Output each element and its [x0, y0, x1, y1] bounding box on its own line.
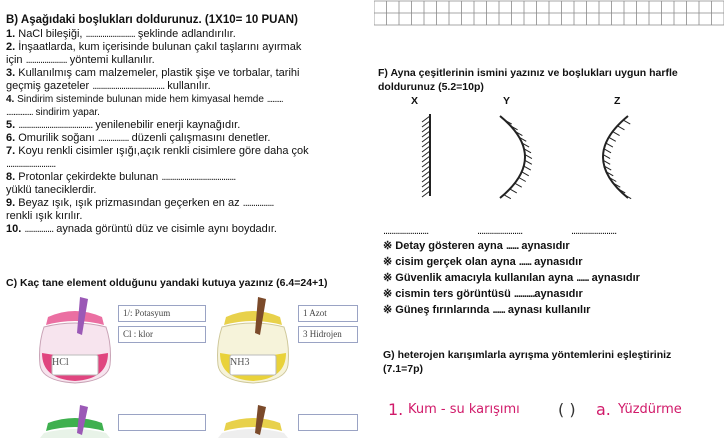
question-text-end: aynada görüntü düz ve cisimle aynı boydadır. — [53, 223, 277, 235]
question-text: Kullanılmış cam malzemeler, plastik şişe ve torbalar, tarihi — [18, 67, 300, 79]
section-b-title: B) Aşağıdaki boşlukları doldurunuz. (1X10= 10 PUAN) — [6, 14, 298, 26]
mirror-question-text: ※ cismin ters görüntüsü — [383, 288, 514, 300]
question-text: geçmiş gazeteler — [6, 80, 93, 92]
g-row-1-number: 1. — [388, 400, 404, 419]
question-text: yüklü taneciklerdir. — [6, 184, 97, 196]
concave-mirror-icon — [588, 112, 648, 202]
hcl-jar-illustration — [30, 295, 120, 385]
question-line — [6, 93, 362, 106]
jar-4-element-box[interactable] — [298, 414, 358, 431]
section-g-title-line1: G) heterojen karışımlarla ayrışma yöntemlerini eşleştiriniz — [383, 349, 672, 361]
hcl-jar-label: HCl — [52, 357, 69, 368]
question-line — [6, 106, 362, 119]
section-f-items — [383, 238, 640, 318]
section-b — [6, 0, 362, 236]
mirror-question — [383, 270, 640, 286]
answer-blank[interactable]: ......... — [266, 94, 283, 105]
section-f-title-line1: F) Ayna çeşitlerinin ismini yazınız ve boşlukları uygun harfle — [378, 67, 678, 79]
question-line — [6, 171, 362, 184]
question-text: NaCl bileşiği, — [18, 28, 86, 40]
question-number: 9. — [6, 197, 16, 209]
question-text: Omurilik soğanı — [18, 132, 98, 144]
answer-blank[interactable]: ............... — [242, 197, 274, 209]
question-text: Sindirim sisteminde bulunan mide hem kimyasal hemde — [17, 94, 267, 105]
g-row-1-letter: a. — [596, 400, 611, 419]
mirror-label-y: Y — [503, 95, 511, 107]
question-text-end: şeklinde adlandırılır. — [134, 28, 236, 40]
section-f — [378, 0, 727, 94]
question-line — [6, 80, 362, 93]
question-number: 3. — [6, 67, 16, 79]
section-f-title — [378, 66, 727, 94]
question-text-end: sindirim yapar. — [32, 107, 100, 118]
hcl-element-box-2[interactable]: Cl : klor — [118, 326, 206, 343]
g-row-1-method: Yüzdürme — [618, 402, 682, 417]
mirror-z-name-blank[interactable]: ...................... — [571, 225, 617, 237]
question-line — [6, 184, 362, 197]
mirror-question-text: ※ Güneş fırınlarında — [383, 304, 493, 316]
jar-3-element-box[interactable] — [118, 414, 206, 431]
section-b-items — [6, 28, 362, 236]
answer-blank[interactable]: .................................... — [18, 119, 93, 131]
question-line — [6, 197, 362, 210]
question-text: Beyaz ışık, ışık prizmasından geçerken en az — [18, 197, 243, 209]
mirror-question — [383, 286, 640, 302]
mirror-question-suffix: aynasıdır — [534, 288, 583, 300]
question-number: 10. — [6, 223, 22, 235]
mirror-answer-blank[interactable]: .......... — [513, 288, 535, 300]
section-g-title — [383, 348, 671, 376]
nh3-element-box-2[interactable]: 3 Hidrojen — [298, 326, 358, 343]
question-number: 1. — [6, 28, 16, 40]
question-line — [6, 145, 362, 158]
mirror-y-name-blank[interactable]: ...................... — [477, 225, 523, 237]
section-c-title: C) Kaç tane element olduğunu yandaki kutuya yazınız (6.4=24+1) — [6, 277, 328, 289]
mirror-question — [383, 254, 640, 270]
question-text: renkli ışık kırılır. — [6, 210, 83, 222]
question-text-end: düzenli çalışmasını denetler. — [128, 132, 271, 144]
question-text: İnşaatlarda, kum içerisinde bulunan çakıl taşlarını ayırmak — [18, 41, 302, 53]
question-line — [6, 67, 362, 80]
plane-mirror-icon — [400, 110, 440, 200]
nh3-jar-illustration — [208, 295, 298, 385]
answer-blank[interactable]: ............... — [6, 107, 33, 118]
answer-blank[interactable]: ................................... — [92, 80, 165, 92]
hcl-element-box-1[interactable]: 1/: Potasyum — [118, 305, 206, 322]
question-text: Protonlar çekirdekte bulunan — [18, 171, 162, 183]
mirror-label-z: Z — [614, 95, 621, 107]
mirror-answer-blank[interactable]: ...... — [576, 272, 589, 284]
question-text-end: kullanılır. — [164, 80, 211, 92]
question-line — [6, 54, 362, 67]
mirror-x-name-blank[interactable]: ...................... — [383, 225, 429, 237]
question-line — [6, 132, 362, 145]
jar-4-illustration — [208, 405, 298, 438]
question-text: Koyu renkli cisimler ışığı,açık renkli cisimlere göre daha çok — [18, 145, 309, 157]
answer-blank[interactable]: .................... — [25, 54, 67, 66]
g-row-1-answer-paren[interactable]: ( ) — [558, 400, 576, 419]
g-row-1-mixture: Kum - su karışımı — [408, 402, 520, 417]
question-line — [6, 223, 362, 236]
question-number: 2. — [6, 41, 16, 53]
jar-3-illustration — [30, 405, 120, 438]
section-f-title-line2: doldurunuz (5.2=10p) — [378, 81, 484, 93]
mirror-question-text: ※ Detay gösteren ayna — [383, 240, 506, 252]
mirror-question — [383, 238, 640, 254]
answer-blank[interactable]: .................................... — [161, 171, 236, 183]
question-line — [6, 41, 362, 54]
mirror-question-suffix: aynasıdır — [518, 240, 570, 252]
question-text: için — [6, 54, 26, 66]
nh3-jar-label: NH3 — [230, 357, 250, 368]
mirror-answer-blank[interactable]: ...... — [505, 240, 519, 252]
mirror-question-suffix: aynasıdır — [531, 256, 583, 268]
mirror-answer-blank[interactable]: ...... — [518, 256, 532, 268]
mirror-question — [383, 302, 640, 318]
question-line — [6, 210, 362, 223]
question-line — [6, 158, 362, 171]
answer-blank[interactable]: .............. — [24, 223, 54, 235]
question-line — [6, 28, 362, 41]
mirror-question-suffix: aynası kullanılır — [504, 304, 591, 316]
mirror-answer-blank[interactable]: ...... — [492, 304, 505, 316]
question-number: 8. — [6, 171, 16, 183]
question-text-end: yenilenebilir enerji kaynağıdır. — [92, 119, 241, 131]
mirror-question-text: ※ cisim gerçek olan ayna — [383, 256, 519, 268]
mirror-question-text: ※ Güvenlik amacıyla kullanılan ayna — [383, 272, 577, 284]
question-line — [6, 119, 362, 132]
question-number: 5. — [6, 119, 16, 131]
answer-blank[interactable]: ............... — [97, 132, 129, 144]
question-number: 6. — [6, 132, 16, 144]
nh3-element-box-1[interactable]: 1 Azot — [298, 305, 358, 322]
answer-blank[interactable]: ........................ — [85, 28, 135, 40]
mirror-label-x: X — [411, 95, 419, 107]
question-number: 4. — [6, 94, 15, 105]
question-number: 7. — [6, 145, 16, 157]
mirror-question-suffix: aynasıdır — [588, 272, 640, 284]
convex-mirror-icon — [488, 112, 548, 202]
question-text-end: yöntemi kullanılır. — [66, 54, 155, 66]
section-g-title-line2: (7.1=7p) — [383, 363, 423, 375]
answer-blank[interactable]: ........................ — [6, 158, 56, 170]
